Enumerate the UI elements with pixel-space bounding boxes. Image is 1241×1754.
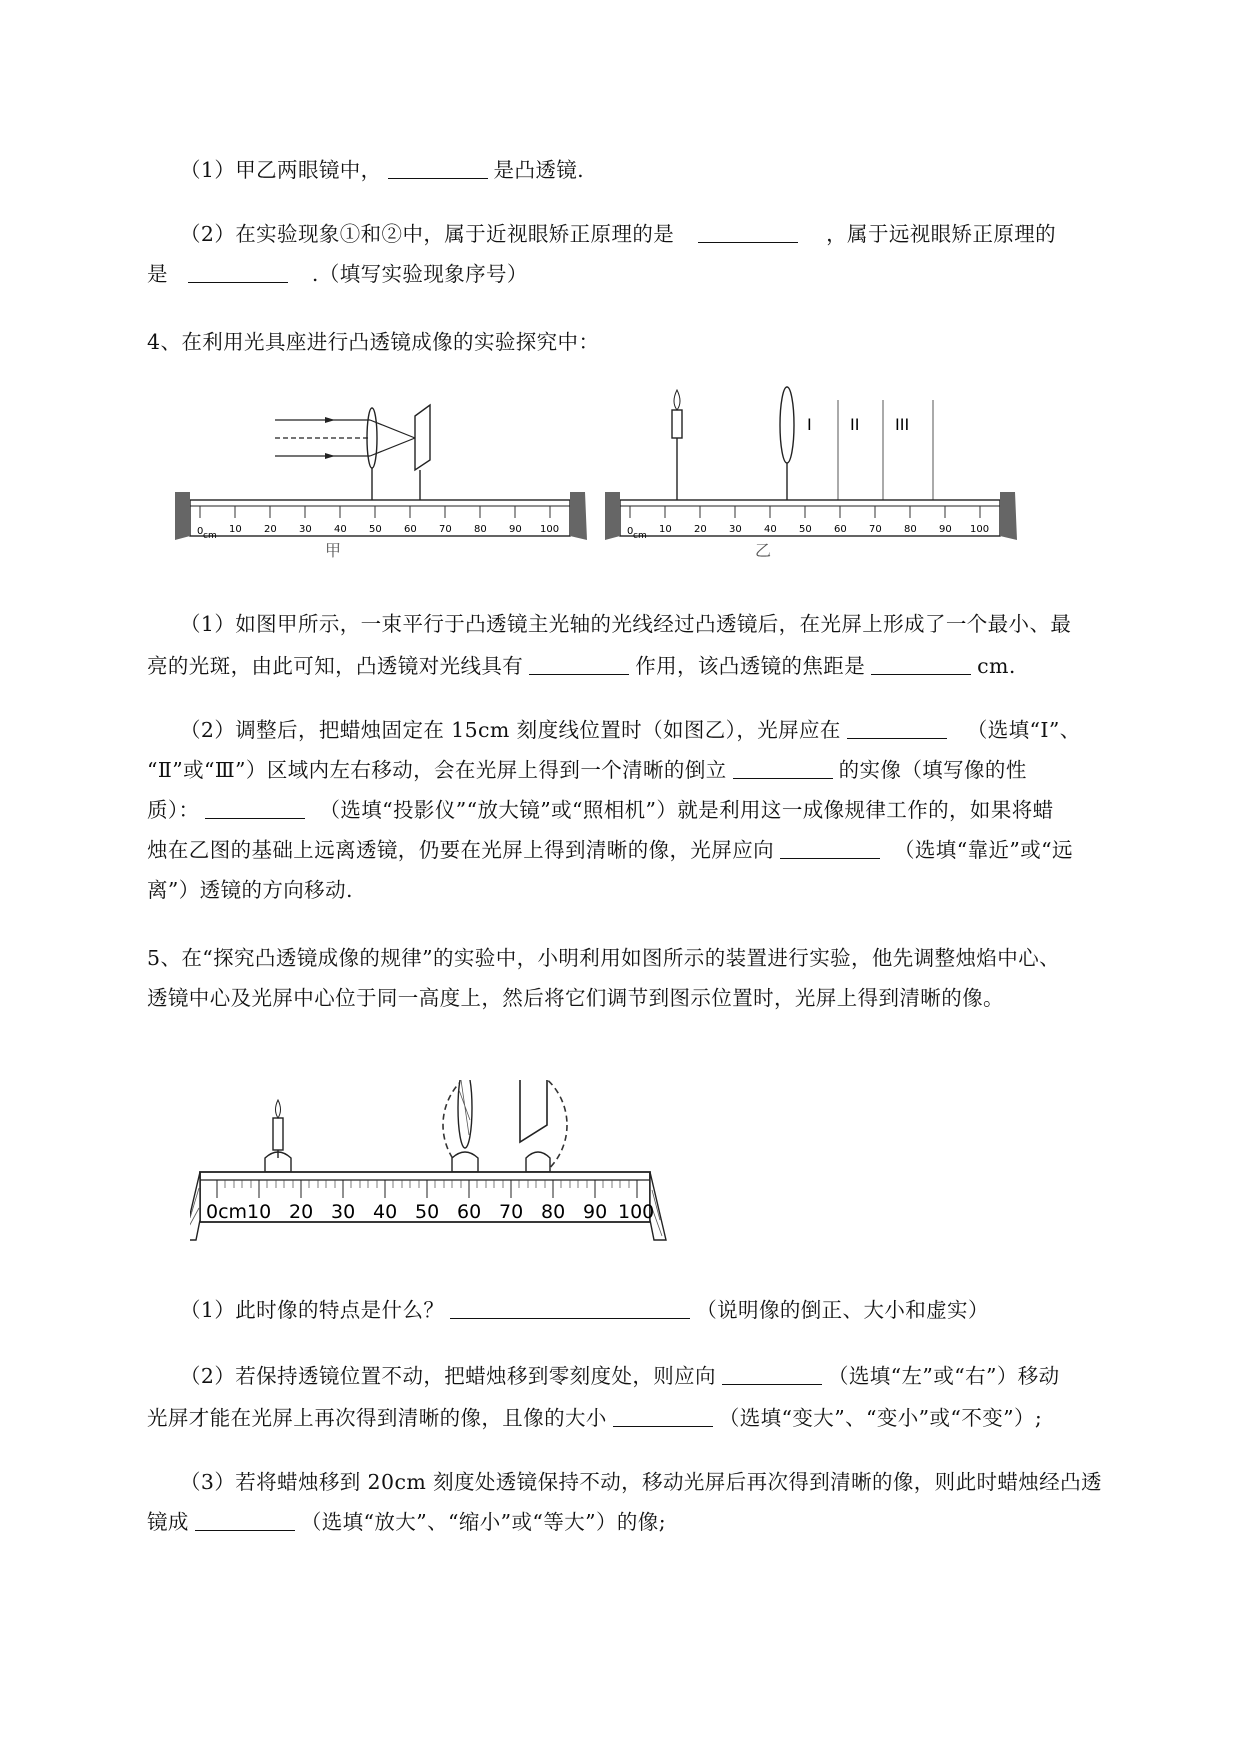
tick-label: 40 — [373, 1201, 398, 1223]
q5-title-line2: 透镜中心及光屏中心位于同一高度上，然后将它们调节到图示位置时，光屏上得到清晰的像。 — [147, 986, 1004, 1010]
tick-label: 70 — [439, 524, 452, 535]
tick-label: 0cm — [206, 1201, 248, 1223]
unit-label: cm — [633, 531, 647, 541]
figure-yi — [605, 380, 1025, 560]
answer-blank[interactable] — [188, 258, 288, 283]
tick-label: 60 — [404, 524, 417, 535]
q5-sub1: （1）此时像的特点是什么？ （说明像的倒正、大小和虚实） — [180, 1290, 989, 1330]
figure-jia — [175, 380, 595, 560]
figure-caption: 乙 — [755, 541, 772, 560]
answer-blank[interactable] — [195, 1506, 295, 1531]
answer-blank[interactable] — [613, 1402, 713, 1427]
tick-label: 10 — [659, 524, 672, 535]
q5-sub2-line2: 光屏才能在光屏上再次得到清晰的像，且像的大小 （选填“变大”、“变小”或“不变”）; — [147, 1398, 1042, 1438]
tick-label: 40 — [764, 524, 777, 535]
q5-sub2-line1: （2）若保持透镜位置不动，把蜡烛移到零刻度处，则应向 （选填“左”或“右”）移动 — [180, 1356, 1060, 1396]
q4-sub2-line1: （2）调整后，把蜡烛固定在 15cm 刻度线位置时（如图乙），光屏应在 （选填“Ⅰ”、 — [180, 710, 1081, 750]
answer-blank[interactable] — [780, 834, 880, 859]
q4-sub2-line2: “Ⅱ”或“Ⅲ”）区域内左右移动，会在光屏上得到一个清晰的倒立 的实像（填写像的性 — [147, 750, 1027, 790]
answer-blank[interactable] — [733, 754, 833, 779]
tick-label: 20 — [694, 524, 707, 535]
tick-label: 10 — [229, 524, 242, 535]
answer-blank[interactable] — [847, 714, 947, 739]
tick-label: 30 — [299, 524, 312, 535]
tick-label: 30 — [729, 524, 742, 535]
tick-label: 60 — [457, 1201, 482, 1223]
tick-label: 70 — [499, 1201, 524, 1223]
tick-label: 60 — [834, 524, 847, 535]
q4-sub2-line3: 质）： （选填“投影仪”“放大镜”或“照相机”）就是利用这一成像规律工作的，如果将蜡 — [147, 790, 1054, 830]
tick-label: 90 — [509, 524, 522, 535]
tick-label: 100 — [618, 1201, 655, 1223]
tick-label: 80 — [541, 1201, 566, 1223]
tick-label: 100 — [970, 524, 990, 535]
tick-label: 70 — [869, 524, 882, 535]
q4-sub1-line1: （1）如图甲所示，一束平行于凸透镜主光轴的光线经过凸透镜后，在光屏上形成了一个最小、最 — [180, 612, 1072, 636]
answer-blank[interactable] — [529, 650, 629, 675]
tick-label: 80 — [474, 524, 487, 535]
answer-blank[interactable] — [871, 650, 971, 675]
q5-sub3-line2: 镜成 （选填“放大”、“缩小”或“等大”）的像; — [147, 1502, 666, 1542]
region-label: II — [850, 415, 860, 434]
q4-sub1-line2: 亮的光斑，由此可知，凸透镜对光线具有 作用，该凸透镜的焦距是 cm. — [147, 646, 1016, 686]
region-label: I — [807, 415, 812, 434]
answer-blank[interactable] — [450, 1294, 690, 1319]
tick-label: 100 — [540, 524, 560, 535]
tick-label: 50 — [799, 524, 812, 535]
answer-blank[interactable] — [722, 1360, 822, 1385]
figure-q5-bench — [190, 1080, 750, 1250]
q3-sub2-line2: 是 .（填写实验现象序号） — [147, 254, 528, 294]
q3-sub2-line1: （2）在实验现象①和②中，属于近视眼矫正原理的是 ，属于远视眼矫正原理的 — [180, 214, 1056, 254]
unit-label: cm — [203, 531, 217, 541]
tick-label: 20 — [264, 524, 277, 535]
answer-blank[interactable] — [205, 794, 305, 819]
tick-label: 10 — [247, 1201, 272, 1223]
tick-label: 90 — [583, 1201, 608, 1223]
q4-sub2-line4: 烛在乙图的基础上远离透镜，仍要在光屏上得到清晰的像，光屏应向 （选填“靠近”或“远 — [147, 830, 1073, 870]
answer-blank[interactable] — [388, 154, 488, 179]
tick-label: 0 — [197, 526, 204, 537]
q3-sub1: （1）甲乙两眼镜中， 是凸透镜. — [180, 150, 584, 190]
q5-title-line1: 5、在“探究凸透镜成像的规律”的实验中，小明利用如图所示的装置进行实验，他先调整烛焰中心、 — [147, 946, 1061, 970]
q5-sub3-line1: （3）若将蜡烛移到 20cm 刻度处透镜保持不动，移动光屏后再次得到清晰的像，则此时蜡烛经凸透 — [180, 1470, 1102, 1494]
tick-label: 50 — [369, 524, 382, 535]
q4-title: 4、在利用光具座进行凸透镜成像的实验探究中： — [147, 330, 600, 354]
region-label: III — [895, 415, 910, 434]
tick-label: 50 — [415, 1201, 440, 1223]
answer-blank[interactable] — [698, 218, 798, 243]
tick-label: 0 — [627, 526, 634, 537]
q4-sub2-line5: 离”）透镜的方向移动. — [147, 878, 353, 902]
tick-label: 30 — [331, 1201, 356, 1223]
tick-label: 90 — [939, 524, 952, 535]
tick-label: 40 — [334, 524, 347, 535]
figure-caption: 甲 — [325, 541, 342, 560]
tick-label: 20 — [289, 1201, 314, 1223]
tick-label: 80 — [904, 524, 917, 535]
